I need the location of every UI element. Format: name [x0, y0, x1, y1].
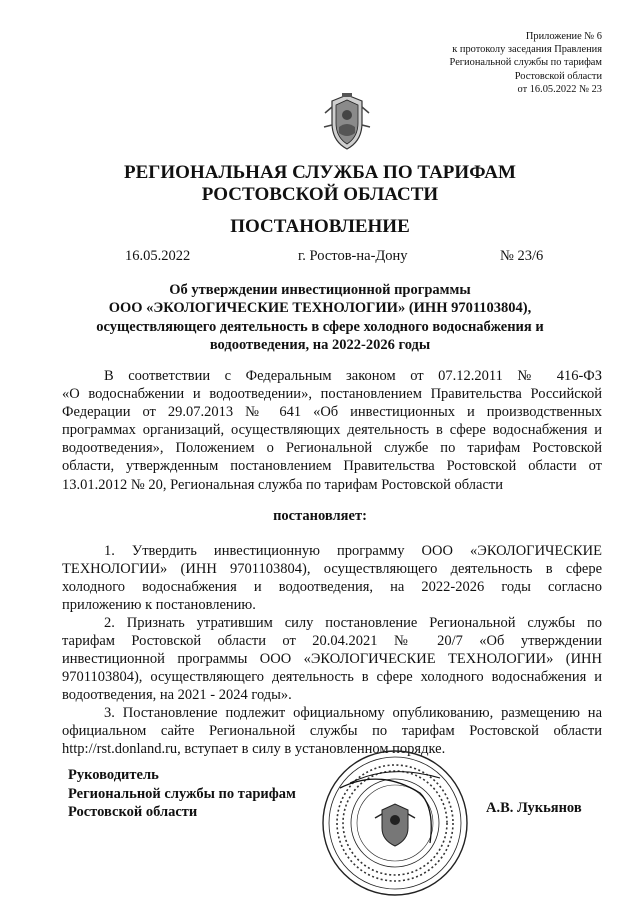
item-line: http://rst.donland.ru, вступает в силу в установленном порядке. [62, 741, 446, 758]
item-line: официальном сайте Региональной службы по тарифам Ростовской области [62, 723, 602, 740]
item-line: холодного водоснабжения и водоотведения, на 2022-2026 годы согласно [62, 579, 602, 596]
org-name-line1: РЕГИОНАЛЬНАЯ СЛУЖБА ПО ТАРИФАМ [124, 162, 516, 183]
item-line: тарифам Ростовской области от 20.04.2021 № 20/7 «Об утверждении [62, 633, 602, 650]
attachment-note [450, 30, 602, 96]
preamble-line: «О водоснабжении и водоотведении», постановлением Правительства Российской [62, 386, 602, 403]
item-line: 9701103804), осуществляющего деятельность в сфере холодного водоснабжения и [62, 669, 602, 686]
item-line: 2. Признать утратившим силу постановление Региональной службы по [104, 615, 602, 631]
subject-line: Об утверждении инвестиционной программы [169, 282, 471, 298]
coat-of-arms-icon [322, 93, 372, 153]
preamble-line: водоотведения», Положением о Региональной службе по тарифам Ростовской [62, 440, 602, 457]
document-city: г. Ростов-на-Дону [298, 248, 408, 264]
item-line: 3. Постановление подлежит официальному опубликованию, размещению на [104, 705, 602, 721]
document-number: № 23/6 [500, 248, 544, 264]
document-type: ПОСТАНОВЛЕНИЕ [230, 216, 410, 237]
item-line: инвестиционной программы ООО «ЭКОЛОГИЧЕСКИЕ ТЕХНОЛОГИИ» (ИНН [62, 651, 602, 668]
subject-line: осуществляющего деятельность в сфере холодного водоснабжения и [96, 318, 544, 335]
attachment-line: от 16.05.2022 № 23 [517, 83, 602, 95]
preamble-line: Федерации от 29.07.2013 № 641 «Об инвестиционных и производственных [62, 404, 602, 421]
item-line: водоотведения, на 2021 - 2024 годы». [62, 687, 292, 704]
document-date: 16.05.2022 [125, 248, 191, 264]
preamble-line: программах организаций, осуществляющих деятельность в сфере водоснабжения и [62, 422, 602, 439]
signatory-line: Региональной службы по тарифам [68, 785, 296, 802]
preamble-line: 13.01.2012 № 20, Региональная служба по тарифам Ростовской области [62, 476, 503, 493]
subject-block [0, 281, 640, 355]
attachment-line: Приложение № 6 [525, 31, 602, 42]
signatory-line: Ростовской области [68, 804, 198, 820]
signatory-name: А.В. Лукьянов [486, 800, 582, 816]
item-2-paragraph [62, 614, 602, 704]
attachment-line: к протоколу заседания Правления [452, 44, 602, 56]
attachment-line: Региональной службы по тарифам [449, 57, 602, 69]
signatory-line: Руководитель [68, 767, 159, 783]
signatory-position [68, 766, 296, 822]
item-1-paragraph [62, 542, 602, 614]
org-name-line2: РОСТОВСКОЙ ОБЛАСТИ [201, 184, 439, 205]
item-line: приложению к постановлению. [62, 597, 256, 614]
item-line: ТЕХНОЛОГИИ» (ИНН 9701103804), осуществляющего деятельность в сфере [62, 561, 602, 578]
official-seal-icon [320, 748, 470, 898]
subject-line: ООО «ЭКОЛОГИЧЕСКИЕ ТЕХНОЛОГИИ» (ИНН 9701103804), [108, 300, 532, 317]
item-line: 1. Утвердить инвестиционную программу ООО «ЭКОЛОГИЧЕСКИЕ [104, 543, 602, 559]
subject-line: водоотведения, на 2022-2026 годы [209, 337, 431, 354]
attachment-line: Ростовской области [514, 70, 602, 82]
resolves-heading: постановляет: [273, 508, 367, 524]
preamble-paragraph [62, 367, 602, 494]
preamble-line: В соответствии с Федеральным законом от 07.12.2011 № 416-ФЗ [104, 368, 602, 384]
preamble-line: области, утвержденным постановлением Правительства Ростовской области от [62, 458, 602, 475]
